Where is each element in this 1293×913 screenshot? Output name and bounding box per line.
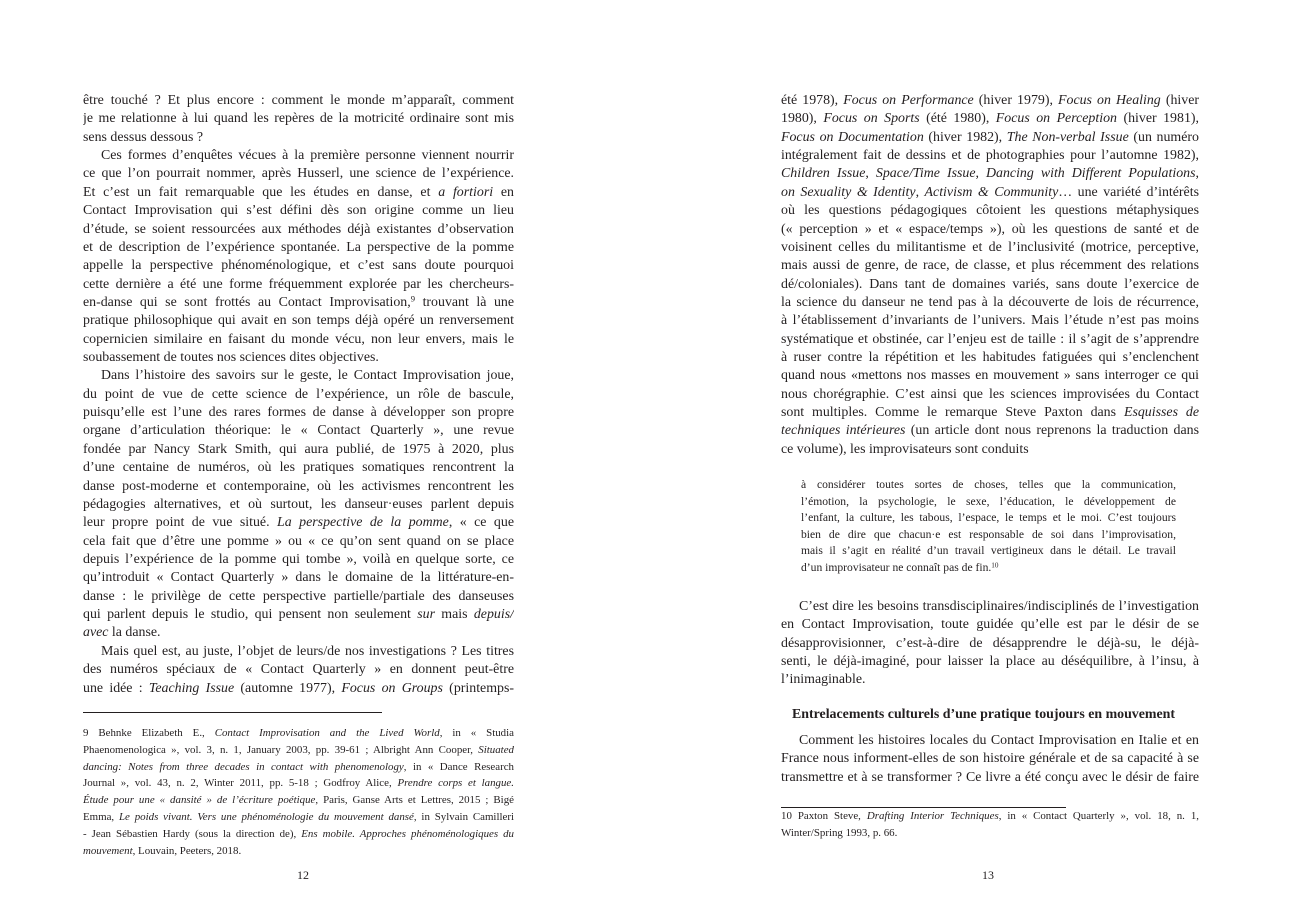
text-line: [83, 349, 514, 367]
text-run: trouvant là une: [415, 294, 514, 310]
text-line: [83, 422, 514, 440]
text-run: transmettre et à se transformer ? Ce livre a été conçu avec le désir de faire: [781, 769, 1199, 785]
italic-text: Focus on Healing: [1058, 93, 1161, 108]
text-run: quand nous «mettons nos masses en mouvement » sans interroger ce qui: [781, 368, 1199, 384]
italic-text: Focus on Performance: [843, 93, 974, 108]
left-page: [0, 0, 646, 913]
text-line: [781, 732, 1199, 750]
text-line: [83, 129, 514, 147]
quote-paragraph: [801, 477, 1176, 577]
text-line: [83, 569, 514, 587]
paragraph: [781, 808, 1199, 842]
italic-text: on Sexuality & Identity: [781, 184, 916, 200]
left-footnotes: [83, 725, 514, 859]
italic-text: Focus on Perception: [995, 111, 1117, 127]
text-run: ce volume), les improvisateurs sont conduits: [781, 441, 1029, 457]
text-run: C’est dire les besoins transdisciplinaires/indisciplinés de l’investigation: [799, 599, 1199, 614]
page-number: 12: [297, 868, 309, 882]
italic-text: Focus on Documentation: [781, 129, 924, 145]
italic-text: Activism & Community: [924, 184, 1059, 200]
text-line: [781, 221, 1199, 239]
text-run: ce que l’on pourrait nommer, après Husserl, une science de l’expérience.: [83, 166, 514, 182]
text-line: [781, 404, 1199, 422]
text-run: Ces formes d’enquêtes vécues à la première personne viennent nourrir: [101, 148, 514, 164]
text-line: [83, 147, 514, 165]
text-run: , « ce que: [448, 515, 514, 531]
paragraph: [83, 92, 514, 147]
text-run: où les questions pédagogiques côtoient les questions métaphysiques: [781, 203, 1199, 219]
text-run: copernicien similaire en faisant du monde vécu, non leur envers, mais le: [83, 331, 514, 347]
text-line: [781, 129, 1199, 147]
text-line: [83, 294, 514, 312]
text-run: (printemps-: [442, 680, 514, 696]
text-line: [83, 809, 514, 826]
text-run: ,: [915, 184, 925, 200]
text-line: [83, 792, 514, 809]
text-run: ,: [1195, 166, 1199, 182]
italic-text: Étude pour une « dansité » de l’écriture poétique: [83, 794, 316, 807]
italic-text: mouvement: [83, 844, 133, 857]
text-line: [781, 441, 1199, 459]
text-line: [83, 514, 514, 532]
italic-text: Contact Improvisation and the Lived World: [214, 727, 440, 739]
text-run: Phaenomenologica », vol. 3, n. 1, January 2003, pp. 39-61 ; Albright Ann Cooper,: [83, 743, 479, 756]
text-run: , in « Contact Quarterly », vol. 18, n. 1,: [998, 810, 1199, 822]
text-line: [781, 808, 1199, 825]
text-run: senti, le déjà-imaginé, pour laisser la place au déséquilibre, à l’insu, à: [781, 654, 1199, 670]
text-run: je me relationne à lui quand les repères de la motricité ordinaire sont mis: [83, 111, 514, 127]
section-heading: Entrelacements culturels d’une pratique toujours en mouvement: [792, 707, 1176, 722]
text-line: [83, 276, 514, 294]
text-line: [83, 533, 514, 551]
text-run: en: [493, 184, 514, 200]
text-line: [83, 202, 514, 220]
text-run: , in « Studia: [439, 727, 514, 739]
text-line: [83, 775, 514, 792]
text-run: des numéros spéciaux de « Contact Quarterly » en donnent peut-être: [83, 662, 514, 678]
text-run: puisqu’elle est l’une des rares formes de danse à développer son propre: [83, 405, 514, 421]
text-run: mais il s’agit en réalité d’un travail vertigineux dans le détail. Le travail: [801, 544, 1176, 558]
text-run: (« perception » et « espace/temps »), où les questions de santé et de: [781, 221, 1199, 237]
text-line: [83, 221, 514, 239]
right-page: [646, 0, 1293, 913]
text-run: 1980),: [781, 111, 824, 127]
italic-text: Children Issue: [781, 166, 866, 182]
text-run: fondée par Nancy Stark Smith, qui aura publié, de 1975 à 2020, plus: [83, 441, 514, 457]
text-run: 10 Paxton Steve,: [781, 810, 867, 822]
left-body-text: [83, 92, 514, 698]
text-line: [781, 653, 1199, 671]
text-run: l’inimaginable.: [781, 672, 866, 688]
text-run: Dans l’histoire des savoirs sur le geste, le Contact Improvisation joue,: [101, 368, 514, 384]
text-line: [781, 386, 1199, 404]
text-run: cela fait que d’être une pomme » ou « ce qu’on sent quand on se place: [83, 533, 514, 549]
text-run: appelle la perspective phénoménologique, et c’est sans doute pourquoi: [83, 258, 514, 274]
text-run: Mais quel est, au juste, l’objet de leurs/de nos investigations ? Les titres: [101, 643, 514, 659]
text-run: sens dessus dessous ?: [83, 129, 203, 145]
text-line: [781, 312, 1199, 330]
footnote-divider: [83, 712, 382, 713]
text-run: organe d’articulation théorique: le « Contact Quarterly », une revue: [83, 423, 514, 439]
text-run: soubassement de toutes nos sciences dites objectives.: [83, 350, 379, 366]
text-line: [83, 588, 514, 606]
text-run: leur propre point de vue situé.: [83, 515, 278, 531]
text-line: [781, 598, 1199, 616]
text-run: bien de dire que chacun·e est responsable de soi dans l’improvisation,: [801, 527, 1176, 541]
text-line: [781, 92, 1199, 110]
body-text-after-quote: [781, 598, 1199, 690]
italic-text: Drafting Interior Techniques: [866, 810, 999, 822]
italic-text: Le poids vivant. Vers une phénoménologie du mouvement dansé: [119, 810, 414, 823]
text-line: [83, 92, 514, 110]
paragraph: [83, 725, 514, 859]
text-line: [83, 826, 514, 843]
text-run: pratique philosophique qui avait en son temps déjà opéré un renversement: [83, 313, 514, 329]
italic-text: Dancing with Different Populations: [985, 166, 1196, 182]
text-run: cette dernière a été une forme fréquemment explorée par les chercheurs-: [83, 276, 514, 292]
text-line: [781, 184, 1199, 202]
text-run: qu’introduit « Contact Quarterly » dans le domaine de la littérature-en-: [83, 570, 514, 586]
paragraph: [781, 732, 1199, 787]
text-line: [83, 624, 514, 642]
text-run: d’une centaine de numéros, où les pratiques somatiques rencontrent la: [83, 460, 514, 476]
text-run: … une variété d’intérêts: [1058, 184, 1199, 200]
text-run: d’étude, se soient ressourcées aux méthodes déjà existantes d’observation: [83, 221, 514, 237]
text-line: [83, 551, 514, 569]
right-body-text: [781, 92, 1199, 459]
text-line: [781, 147, 1199, 165]
text-run: (hiver: [1160, 93, 1199, 108]
text-line: [83, 459, 514, 477]
text-line: [83, 367, 514, 385]
text-run: 9 Behnke Elizabeth E.,: [83, 727, 215, 739]
text-run: la danse.: [108, 625, 161, 641]
text-run: danse : le privilège de cette perspective partielle/partiale des danseuses: [83, 588, 514, 604]
text-line: [83, 441, 514, 459]
paragraph: [781, 598, 1199, 690]
text-line: [801, 527, 1176, 544]
italic-text: dancing: Notes from three decades in contact with phenomenology: [83, 760, 404, 773]
text-run: à considérer toutes sortes de choses, telles que la communication,: [801, 478, 1176, 491]
text-line: [781, 349, 1199, 367]
text-line: [781, 257, 1199, 275]
text-run: Comment les histoires locales du Contact Improvisation en Italie et en: [799, 733, 1199, 748]
text-run: (un article dont nous reprenons la traduction dans: [905, 423, 1199, 439]
text-line: [83, 184, 514, 202]
text-run: la science du danseur ne tend pas à la découverte de lois de récurrence,: [781, 294, 1199, 310]
text-line: [781, 165, 1199, 183]
text-line: [83, 312, 514, 330]
italic-text: a fortiori: [438, 184, 494, 200]
page-number: 13: [982, 868, 994, 882]
text-run: voisinent celles du militantisme et de l’inclusivité (motrice, perceptive,: [781, 239, 1199, 255]
text-run: (automne 1977),: [234, 680, 342, 696]
text-run: mais aussi de genre, de race, de classe, et plus récemment des relations: [781, 258, 1199, 274]
text-run: une idée :: [83, 680, 149, 696]
text-run: été 1978),: [781, 93, 844, 108]
text-line: [83, 165, 514, 183]
text-line: [83, 257, 514, 275]
text-line: [83, 239, 514, 257]
text-line: [801, 494, 1176, 511]
text-line: [83, 725, 514, 742]
text-run: (hiver 1979),: [973, 93, 1059, 108]
body-text-after-heading: [781, 732, 1199, 787]
text-line: [781, 422, 1199, 440]
text-run: danse post-moderne et contemporaine, où les activismes rencontrent les: [83, 478, 514, 494]
text-run: - Jean Sébastien Hardy (sous la direction de),: [83, 827, 302, 840]
text-line: [83, 759, 514, 776]
text-line: [801, 543, 1176, 560]
italic-text: The Non-verbal Issue: [1006, 129, 1129, 145]
text-line: [781, 239, 1199, 257]
text-line: [83, 386, 514, 404]
text-line: [83, 680, 514, 698]
text-line: [801, 477, 1176, 494]
text-line: [83, 661, 514, 679]
text-run: depuis l’expérience de la pomme qui tombe », voilà en quelque sorte, ce: [83, 551, 514, 567]
text-run: qui parlent depuis le studio, qui pensent non seulement: [83, 607, 418, 623]
text-run: l’enfant, la culture, les tabous, l’espace, le temps et le moi. C’est toujours: [801, 511, 1176, 525]
paragraph: [781, 92, 1199, 459]
text-line: [83, 742, 514, 759]
text-line: [781, 110, 1199, 128]
text-line: [83, 404, 514, 422]
text-run: ,: [865, 166, 876, 182]
text-run: sont multiples. Comme le remarque Steve Paxton dans: [781, 405, 1124, 421]
text-line: [83, 496, 514, 514]
text-run: à ruser contre la répétition et les habitudes fatiguées qui s’enclenchent: [781, 350, 1199, 366]
italic-text: Situated: [478, 743, 514, 756]
text-line: [781, 202, 1199, 220]
italic-text: Esquisses de: [1123, 405, 1199, 421]
italic-text: Ens mobile. Approches phénoménologiques du: [301, 827, 514, 840]
text-line: [781, 276, 1199, 294]
text-line: [83, 478, 514, 496]
text-run: mais: [434, 607, 474, 623]
text-run: l’émotion, la psychologie, le sexe, l’éducation, le développement de: [801, 494, 1176, 508]
text-run: pédagogies alternatives, et où surtout, les danseur·euses parlent depuis: [83, 496, 514, 512]
paragraph: [83, 147, 514, 367]
text-run: du point de vue de cette science de l’expérience, un rôle de bascule,: [83, 386, 514, 402]
text-run: Winter/Spring 1993, p. 66.: [781, 826, 898, 839]
text-run: , Paris, Ganse Arts et Lettres, 2015 ; Bigé: [315, 794, 514, 807]
text-run: nous chorégraphie. C’est ainsi que les sciences improvisées du Contact: [781, 386, 1199, 402]
text-line: [801, 510, 1176, 527]
italic-text: avec: [83, 625, 109, 641]
text-line: [781, 367, 1199, 385]
text-run: (un numéro: [1128, 129, 1199, 145]
text-line: [781, 825, 1199, 842]
text-line: [781, 750, 1199, 768]
text-run: (été 1980),: [919, 111, 996, 127]
text-line: [83, 606, 514, 624]
text-line: [781, 331, 1199, 349]
text-line: [83, 843, 514, 860]
text-line: [83, 331, 514, 349]
text-run: France nous informent-elles de son histoire générale et de sa capacité à se: [781, 751, 1199, 767]
text-line: [801, 560, 1176, 577]
text-run: et de description de l’expérience spontanée. La perspective de la pomme: [83, 239, 514, 255]
text-run: en-danse qui se sont frottés au Contact Improvisation,: [83, 294, 411, 310]
text-run: à l’établissement d’invariants de l’univers. Mais l’étude n’est pas moins: [781, 313, 1199, 329]
italic-text: sur: [417, 607, 435, 623]
paragraph: [83, 643, 514, 698]
text-run: désapprovisionner, c’est-à-dire de désapprendre le déjà-su, le déjà-: [781, 635, 1199, 651]
text-run: intégralement fait de dessins et de photographies pour l’automne 1982),: [781, 148, 1199, 164]
text-run: ,: [975, 166, 986, 182]
footnote-reference: 9: [410, 293, 416, 304]
italic-text: Focus on Sports: [823, 111, 920, 127]
italic-text: Prendre corps et langue.: [397, 777, 514, 790]
text-run: en Contact Improvisation, toute guidée qu’elle est par le désir de se: [781, 617, 1199, 633]
italic-text: Teaching Issue: [148, 680, 235, 696]
italic-text: La perspective de la pomme: [277, 515, 449, 531]
text-run: Journal », vol. 43, n. 2, Winter 2011, pp. 5-18 ; Godfroy Alice,: [83, 777, 398, 790]
italic-text: Space/Time Issue: [875, 166, 976, 182]
paragraph: [83, 367, 514, 642]
text-run: Emma,: [83, 810, 119, 823]
text-run: d’un improvisateur ne connaît pas de fin.: [801, 560, 992, 574]
text-line: [781, 769, 1199, 787]
text-run: systématique et obstinée, car l’enjeu est de taille : il s’agit de s’apprendre: [781, 331, 1199, 347]
footnote-reference: 10: [991, 561, 999, 570]
text-run: dé/coloniales). Dans tant de domaines variés, sans doute l’exercice de: [781, 276, 1199, 292]
text-run: Et c’est un fait remarquable que les études en danse, et: [83, 184, 439, 200]
text-run: , in Sylvain Camilleri: [413, 810, 514, 823]
italic-text: Focus on Groups: [341, 680, 443, 696]
text-run: être touché ? Et plus encore : comment le monde m’apparaît, comment: [83, 93, 514, 108]
text-line: [781, 671, 1199, 689]
text-line: [83, 110, 514, 128]
block-quote: [801, 477, 1176, 577]
text-line: [781, 616, 1199, 634]
right-footnotes: [781, 808, 1199, 842]
italic-text: techniques intérieures: [781, 423, 906, 439]
text-run: Contact Improvisation qui s’est défini dès son origine comme un lieu: [83, 203, 514, 219]
text-line: [781, 294, 1199, 312]
italic-text: depuis/: [473, 607, 514, 623]
text-run: (hiver 1982),: [923, 129, 1007, 145]
text-line: [83, 643, 514, 661]
text-line: [781, 635, 1199, 653]
text-run: , in « Dance Research: [403, 760, 514, 773]
text-run: (hiver 1981),: [1117, 111, 1199, 127]
text-run: , Louvain, Peeters, 2018.: [132, 844, 242, 857]
